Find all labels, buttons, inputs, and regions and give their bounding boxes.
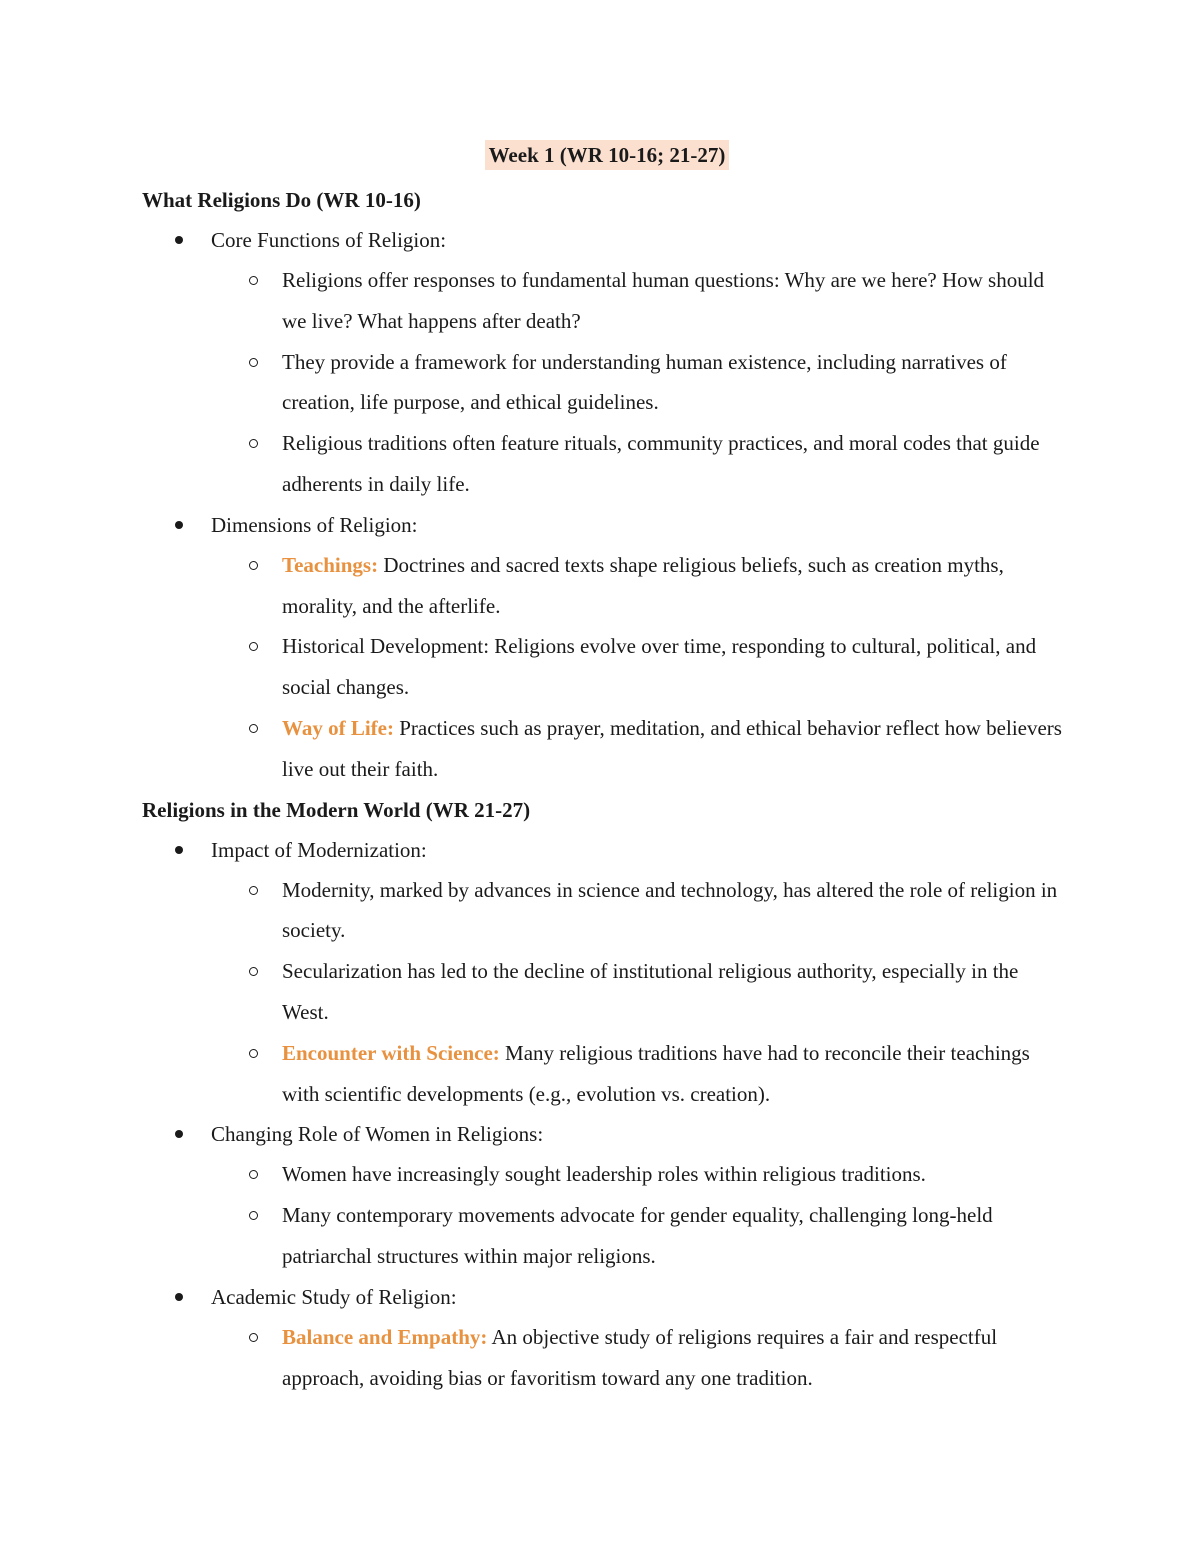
sub-list-item — [142, 1154, 1072, 1195]
document-page — [142, 140, 1072, 1398]
circle-bullet-icon — [249, 642, 258, 651]
highlighted-term: Balance and Empathy: — [282, 1324, 488, 1349]
list-item-label: Core Functions of Religion: — [211, 228, 447, 252]
circle-bullet-icon — [249, 1049, 258, 1058]
circle-bullet-icon — [249, 967, 258, 976]
bullet-icon — [175, 236, 183, 244]
list-item-label: Changing Role of Women in Religions: — [211, 1122, 544, 1147]
section-heading: Religions in the Modern World (WR 21-27) — [142, 797, 531, 822]
bullet-icon — [175, 1293, 183, 1301]
section-what-religions-do — [142, 180, 1072, 790]
bullet-icon — [175, 521, 183, 529]
sub-item-text: Modernity, marked by advances in science and technology, has altered the role of religion in society. — [282, 877, 1058, 943]
sub-list-item — [142, 1033, 1072, 1115]
list-item — [142, 830, 1072, 870]
sub-list-item — [142, 342, 1072, 424]
circle-bullet-icon — [249, 1333, 258, 1342]
title-row — [142, 140, 1072, 176]
sub-item-text: They provide a framework for understanding human existence, including narratives of creation, life purpose, and ethical guidelines. — [282, 349, 1007, 415]
circle-bullet-icon — [249, 561, 258, 570]
circle-bullet-icon — [249, 886, 258, 895]
sub-list-item — [142, 951, 1072, 1033]
sub-item-text: Religions offer responses to fundamental human questions: Why are we here? How should we live? What happens after death? — [282, 268, 1045, 333]
list-item — [142, 505, 1072, 545]
highlighted-term: Teachings: — [282, 552, 379, 577]
sub-item-text: Historical Development: Religions evolve over time, responding to cultural, political, and social changes. — [282, 634, 1037, 700]
bullet-icon — [175, 1130, 183, 1138]
sub-list-item — [142, 870, 1072, 952]
highlighted-term: Encounter with Science: — [282, 1040, 500, 1065]
sub-list-item — [142, 260, 1072, 342]
sub-item-text: An objective study of religions requires a fair and respectful approach, avoiding bias or favoritism toward any one tradition. — [282, 1324, 998, 1390]
sub-item-text: Religious traditions often feature rituals, community practices, and moral codes that guide adherents in daily life. — [282, 431, 1040, 496]
section-heading: What Religions Do (WR 10-16) — [142, 188, 421, 212]
highlighted-term: Way of Life: — [282, 715, 394, 740]
sub-list-item — [142, 545, 1072, 627]
section-religions-modern-world — [142, 790, 1072, 1399]
sub-list-item — [142, 1317, 1072, 1399]
list-item-label: Academic Study of Religion: — [211, 1284, 457, 1309]
sub-item-text: Many contemporary movements advocate for gender equality, challenging long-held patriarchal structures within major religions. — [282, 1203, 993, 1268]
page-title: Week 1 (WR 10-16; 21-27) — [485, 140, 730, 170]
sub-list-item — [142, 423, 1072, 505]
circle-bullet-icon — [249, 439, 258, 448]
list-item — [142, 1114, 1072, 1154]
list-item-label: Dimensions of Religion: — [211, 512, 418, 537]
sub-item-text: Women have increasingly sought leadership roles within religious traditions. — [282, 1162, 926, 1187]
circle-bullet-icon — [249, 1211, 258, 1220]
sub-item-text: Doctrines and sacred texts shape religious beliefs, such as creation myths, morality, and the afterlife. — [282, 552, 1004, 618]
circle-bullet-icon — [249, 724, 258, 733]
sub-list-item — [142, 708, 1072, 790]
sub-item-text: Many religious traditions have had to reconcile their teachings with scientific developments (e.g., evolution vs. creation). — [282, 1040, 1030, 1106]
circle-bullet-icon — [249, 1170, 258, 1179]
list-item-label: Impact of Modernization: — [211, 837, 427, 862]
sub-list-item — [142, 1195, 1072, 1277]
sub-item-text: Practices such as prayer, meditation, and ethical behavior reflect how believers live out their faith. — [282, 715, 1062, 781]
sub-list-item — [142, 626, 1072, 708]
bullet-icon — [175, 846, 183, 854]
circle-bullet-icon — [249, 358, 258, 367]
circle-bullet-icon — [249, 276, 258, 285]
sub-item-text: Secularization has led to the decline of institutional religious authority, especially in the West. — [282, 959, 1019, 1024]
list-item — [142, 1277, 1072, 1317]
list-item — [142, 220, 1072, 260]
